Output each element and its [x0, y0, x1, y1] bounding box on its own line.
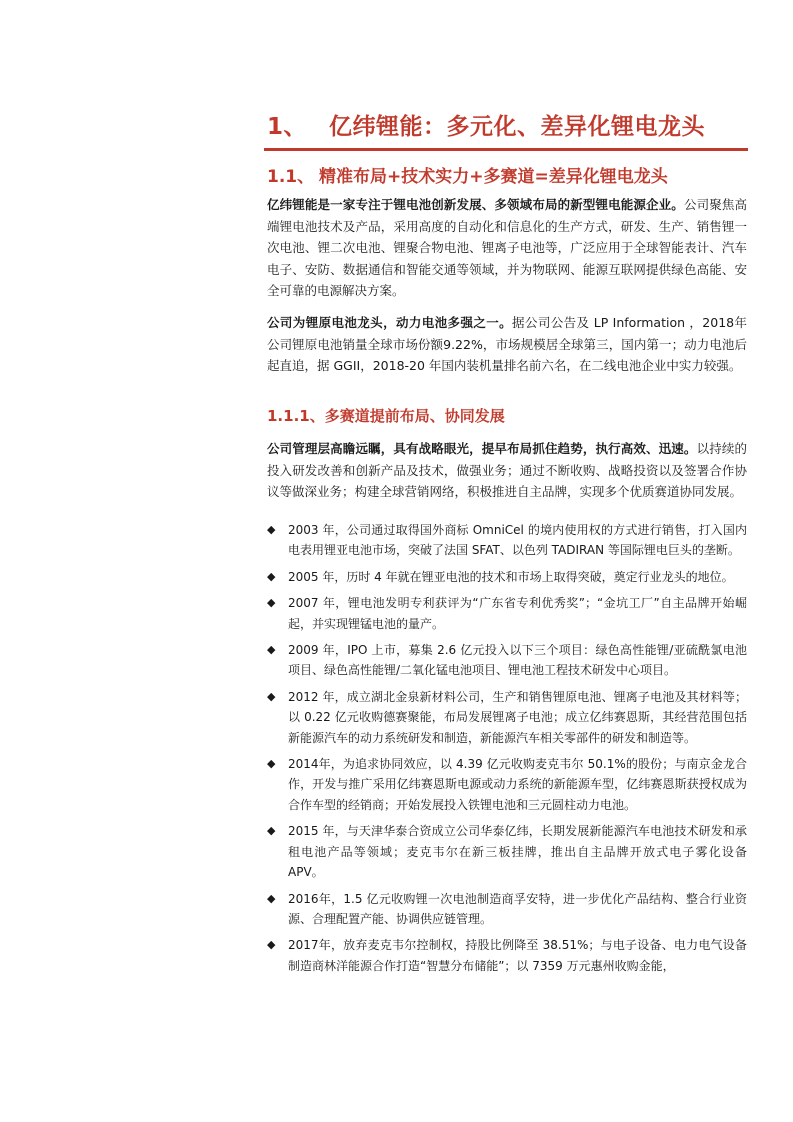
- section-heading-1: [267, 108, 747, 141]
- diamond-bullet-icon: ◆: [267, 757, 276, 771]
- diamond-bullet-icon: ◆: [267, 643, 276, 657]
- section-title: 亿纬锂能：多元化、差异化锂电龙头: [329, 114, 705, 140]
- intro-body: 公司聚焦高端锂电池技术及产品，采用高度的自动化和信息化的生产方式，研发、生产、销售锂一次电池、锂二次电池、锂聚合物电池、锂离子电池等，广泛应用于全球智能表计、汽车电子、安防、数据通信和智能交通等领域，并为物联网、能源互联网提供绿色高能、安全可靠的电源解决方案。: [267, 197, 747, 298]
- list-item: ◆ 2015 年，与天津华泰合资成立公司华泰亿纬，长期发展新能源汽车电池技术研发和承租电池产品等领域；麦克韦尔在新三板挂牌，推出自主品牌开放式电子雾化设备 APV。: [267, 821, 747, 882]
- list-item: ◆ 2016年，1.5 亿元收购锂一次电池制造商孚安特，进一步优化产品结构、整合行业资源、合理配置产能、协调供应链管理。: [267, 889, 747, 930]
- diamond-bullet-icon: ◆: [267, 891, 276, 905]
- list-item: ◆ 2007 年，锂电池发明专利获评为“广东省专利优秀奖”；“金坑工厂”自主品牌开始崛起，并实现锂锰电池的量产。: [267, 593, 747, 634]
- intro-paragraph: [267, 194, 747, 302]
- diamond-bullet-icon: ◆: [267, 523, 276, 536]
- diamond-bullet-icon: ◆: [267, 596, 276, 610]
- list-item: ◆ 2009 年，IPO 上市，募集 2.6 亿元投入以下三个项目：绿色高性能锂/亚硫酰氯电池项目、绿色高性能锂/二氧化锰电池项目、锂电池工程技术研发中心项目。: [267, 640, 747, 681]
- strategy-body: 以持续的投入研发改善和创新产品及技术，做强业务；通过不断收购、战略投资以及签署合作协议等做深业务；构建全球营销网络，积极推进自主品牌，实现多个优质赛道协同发展。: [267, 441, 747, 499]
- milestone-list: [267, 520, 747, 982]
- market-position-body: 据公司公告及 LP Information ，2018年公司锂原电池销量全球市场份额9.22%，市场规模居全球第三，国内第一；动力电池后起直追，据 GGII，2018-20 年国内装机量排名前六名，在二线电池企业中实力较强。: [267, 315, 747, 373]
- diamond-bullet-icon: ◆: [267, 569, 276, 583]
- list-item: ◆ 2012 年，成立湖北金泉新材料公司，生产和销售锂原电池、锂离子电池及其材料等；以 0.22 亿元收购德赛聚能，布局发展锂离子电池；成立亿纬赛恩斯，其经营范围包括新能源汽车的动力系统研发和制造，新能源汽车相关零部件的研发和制造等。: [267, 687, 747, 748]
- subsection-number: 1.1、: [267, 167, 315, 187]
- strategy-paragraph: [267, 438, 747, 503]
- list-item: ◆ 2005 年，历时 4 年就在锂亚电池的技术和市场上取得突破，奠定行业龙头的地位。: [267, 567, 747, 587]
- diamond-bullet-icon: ◆: [267, 689, 276, 703]
- section-number: 1、: [267, 114, 308, 140]
- list-item: ◆ 2003 年，公司通过取得国外商标 OmniCel 的境内使用权的方式进行销售，打入国内电表用锂亚电池市场，突破了法国 SFAT、以色列 TADIRAN 等国际锂电巨头的垄断。: [267, 520, 747, 561]
- heading-divider: [264, 148, 748, 151]
- strategy-lead: 公司管理层高瞻远瞩，具有战略眼光，提早布局抓住趋势，执行高效、迅速。: [267, 441, 697, 456]
- subsection-title: 精准布局+技术实力+多赛道=差异化锂电龙头: [319, 167, 668, 187]
- section-heading-3: [267, 405, 747, 426]
- subsubsection-title: 1.1.1、多赛道提前布局、协同发展: [267, 407, 505, 425]
- list-item: ◆ 2017年，放弃麦克韦尔控制权，持股比例降至 38.51%；与电子设备、电力电气设备制造商林洋能源合作打造“智慧分布储能”；以 7359 万元惠州收购金能，: [267, 935, 747, 976]
- market-position-paragraph: [267, 312, 747, 377]
- diamond-bullet-icon: ◆: [267, 824, 276, 838]
- list-item: ◆ 2014年，为追求协同效应，以 4.39 亿元收购麦克韦尔 50.1%的股份；与南京金龙合作，开发与推广采用亿纬赛恩斯电源或动力系统的新能源车型，亿纬赛恩斯获授权成为合作车型的经销商；开始发展投入铁锂电池和三元圆柱动力电池。: [267, 754, 747, 815]
- section-heading-2: [267, 162, 747, 187]
- diamond-bullet-icon: ◆: [267, 938, 276, 952]
- intro-lead: 亿纬锂能是一家专注于锂电池创新发展、多领域布局的新型锂电能源企业。: [267, 197, 684, 212]
- market-position-lead: 公司为锂原电池龙头，动力电池多强之一。: [267, 315, 513, 330]
